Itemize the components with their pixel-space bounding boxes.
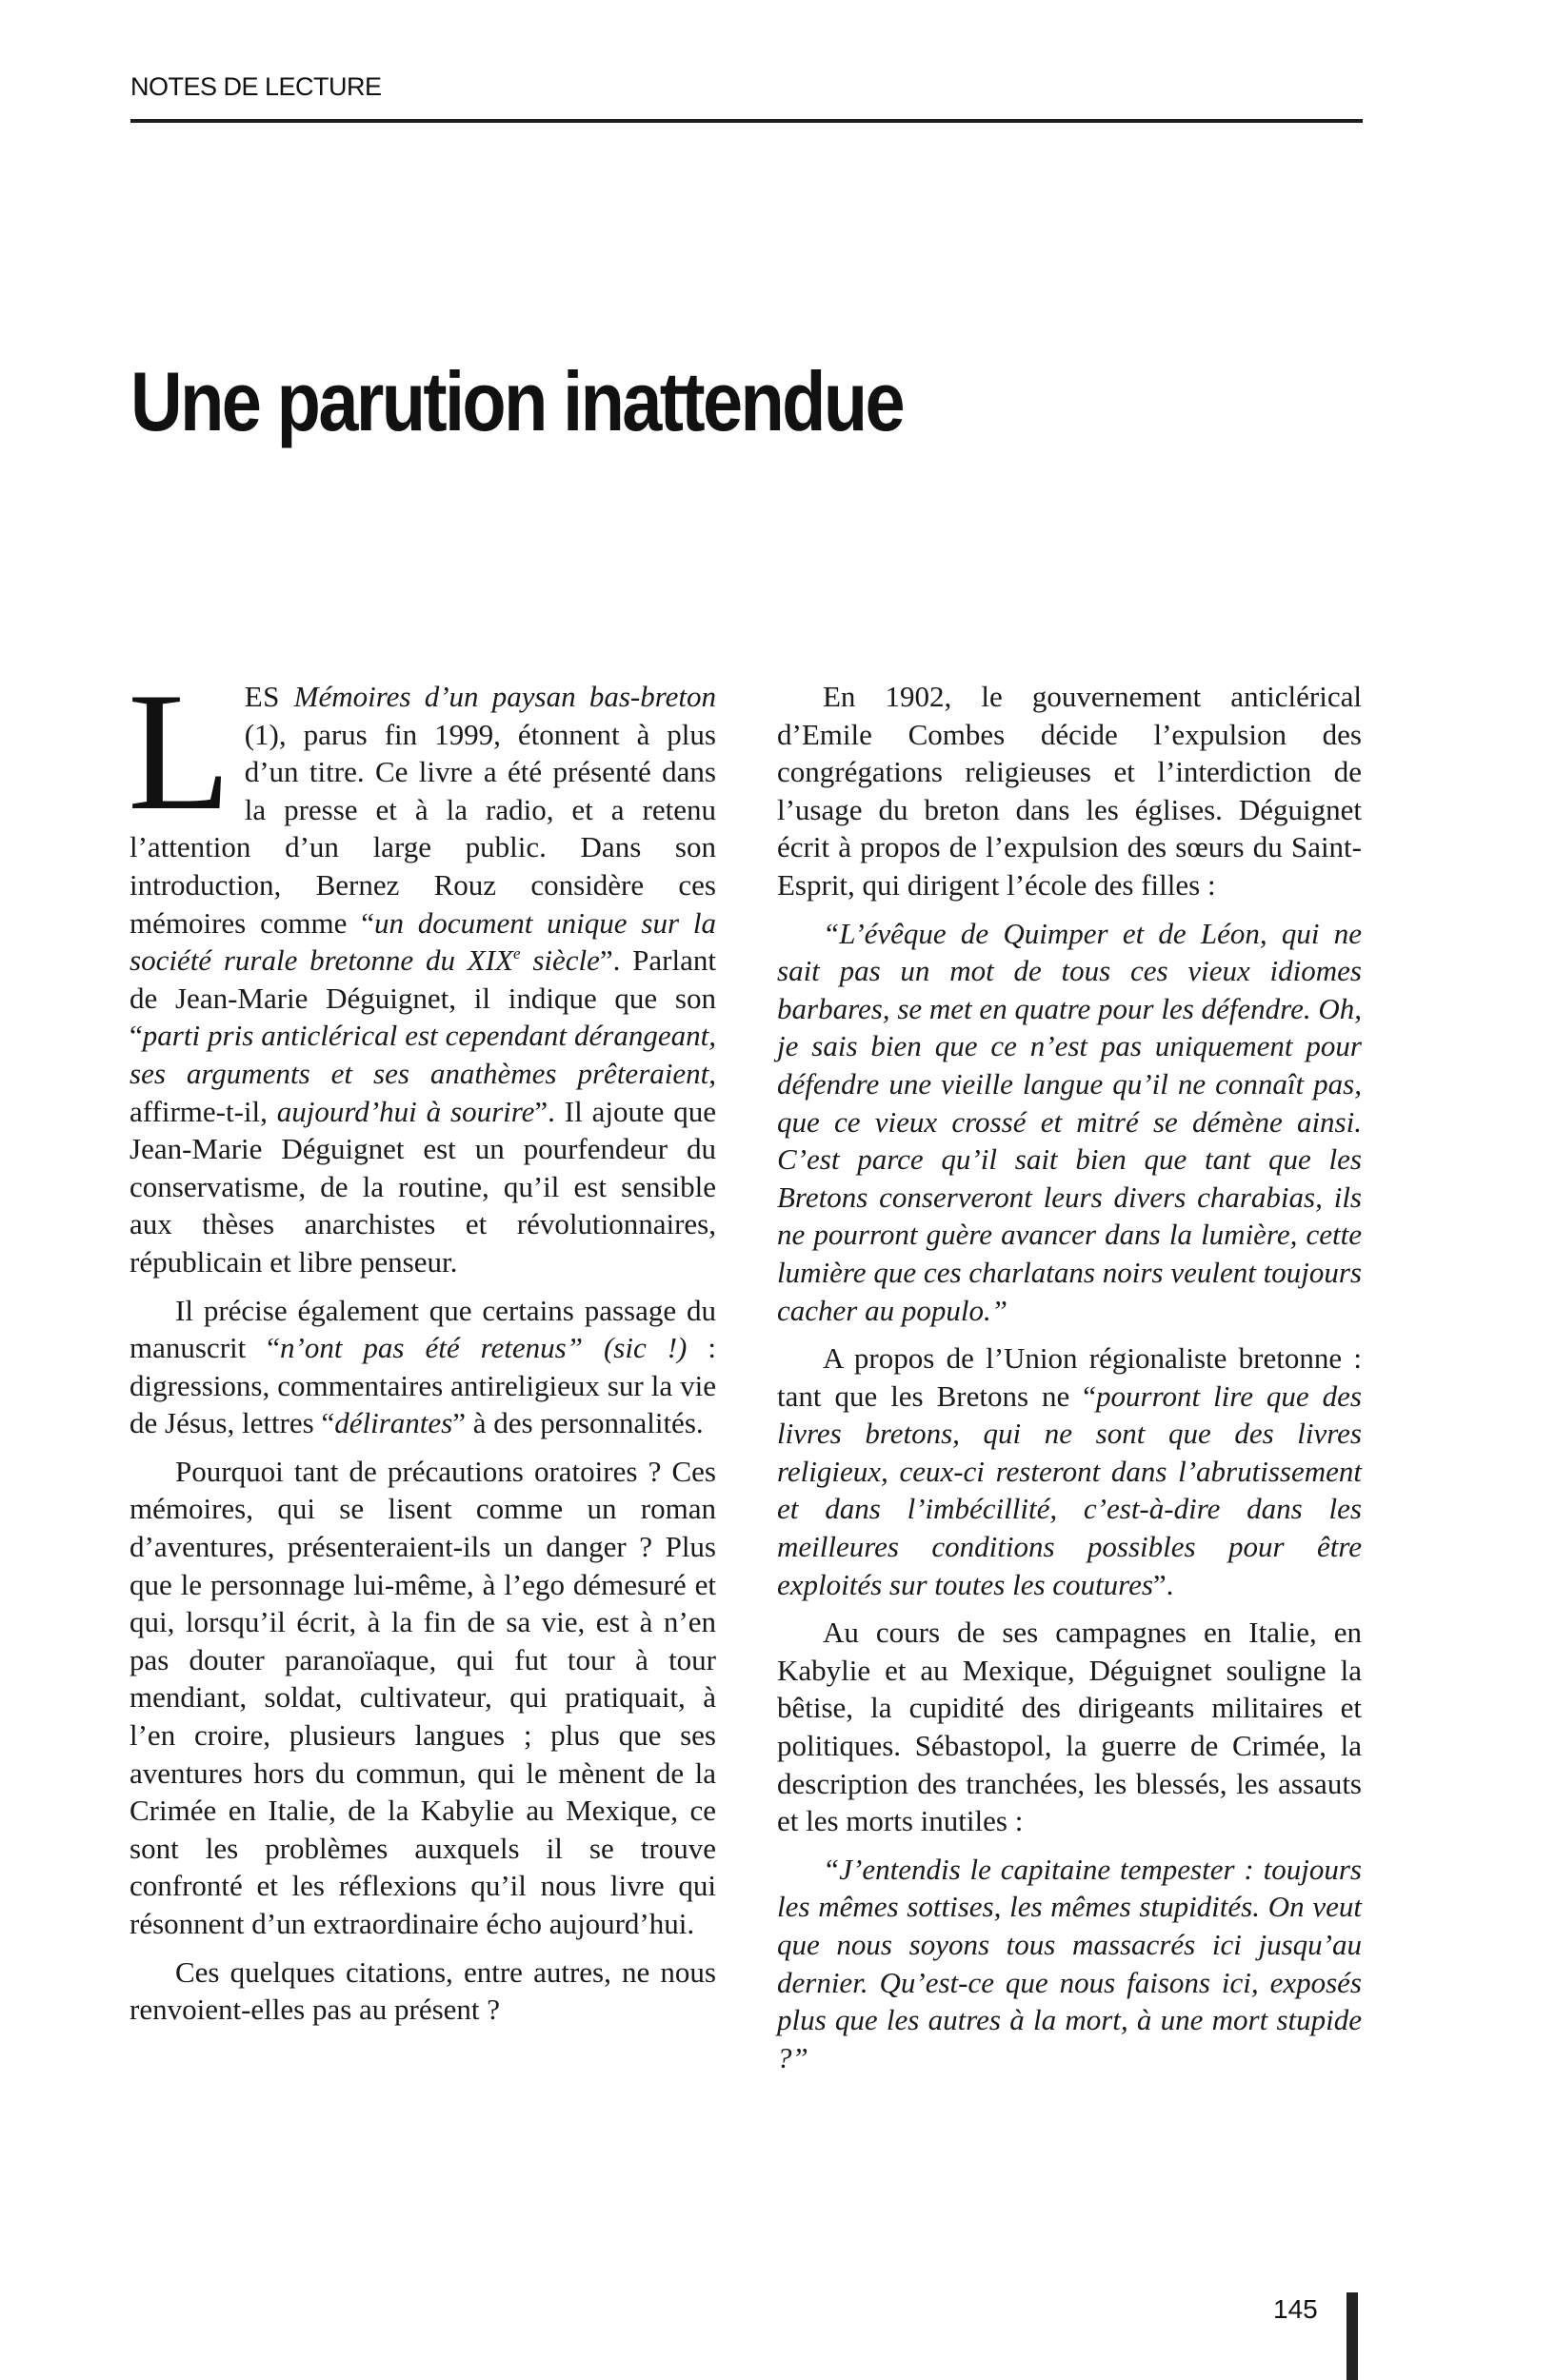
header-rule (130, 119, 1363, 123)
folio-bar (1347, 2292, 1358, 2380)
quote: délirantes (334, 1406, 453, 1440)
paragraph (777, 1339, 1362, 1603)
article-title: Une parution inattendue (130, 354, 903, 448)
text: ”. Il ajoute que Jean-Marie Déguignet est un pourfendeur du conservatisme, de la routine, qu’il est sensible aux thèses anarchistes et révolutionnaires, républicain et libre penseur. (130, 1094, 717, 1279)
text: Il précise également que certains passage du manuscrit “ (130, 1293, 716, 1365)
superscript: e (512, 944, 521, 963)
quote-text: “L’évêque de Quimper et de Léon, qui ne sait pas un mot de tous ces vieux idiomes barbares, se met en quatre pour les défendre. Oh, je sais bien que ce n’est pas uniquement pour défendre une vieille langue qu’il ne connaît pas, que ce vieux crossé et mitré se démène ainsi. C’est parce qu’il sait bien que tant que les Bretons conserveront leurs divers charabias, ils ne pourront guère avancer dans la lumière, cette lumière que ces charlatans noirs veulent toujours cacher au populo.” (777, 916, 1362, 1327)
paragraph: Au cours de ses campagnes en Italie, en Kabylie et au Mexique, Déguignet souligne la bêtise, la cupidité des dirigeants militaires et politiques. Sébastopol, la guerre de Crimée, la description des tranchées, les blessés, les assauts et les morts inutiles : (777, 1616, 1362, 1838)
block-quote (777, 915, 1362, 1330)
quote-text: “J’entendis le capitaine tempester : toujours les mêmes sottises, les mêmes stupidités. On veut que nous soyons tous massacrés ici jusqu’au dernier. Qu’est-ce que nous faisons ici, exposés plus que les autres à la mort, à une mort stupide ?” (777, 1852, 1362, 2074)
quote-text: siècle (520, 943, 600, 978)
text: : digressions, commentaires antireligieux sur la vie de Jésus, lettres “ (130, 1331, 716, 1440)
running-head: NOTES DE LECTURE (130, 72, 382, 101)
text: ”. (1152, 1567, 1174, 1601)
left-column (128, 657, 717, 2029)
book-title: Mémoires d’un paysan bas-breton (293, 680, 716, 713)
text: , affirme-t-il, (130, 1056, 716, 1128)
page-number: 145 (1273, 2294, 1318, 2324)
quote: n’ont pas été retenus” (sic !) (280, 1331, 688, 1365)
paragraph-intro (128, 657, 717, 1281)
text: A propos de l’Union régionaliste bretonne : tant que les Bretons ne “ (777, 1341, 1362, 1413)
quote-text: un document unique sur la société rurale bretonne du XIX (130, 905, 716, 978)
quote: pourront lire que des livres bretons, qui ne sont que des livres religieux, ceux-ci resteront dans l’abrutissement et dans l’imbécillité, c’est-à-dire dans les meilleures conditions possibles pour être exploités sur toutes les coutures (777, 1378, 1362, 1601)
text: (1), parus fin 1999, étonnent à plus d’un titre. Ce livre a été présenté dans la presse et à la radio, et a retenu l’attention d’un large public. Dans son introduction, Bernez Rouz considère ces mémoires comme “ (130, 717, 716, 940)
drop-cap: L (128, 657, 231, 845)
paragraph (130, 1292, 716, 1442)
text: ES (244, 680, 294, 713)
text: ”. Parlant de Jean-Marie Déguignet, il indique que son “ (130, 943, 716, 1053)
paragraph: En 1902, le gouvernement anticlérical d’Emile Combes décide l’expulsion des congrégations religieuses et l’interdiction de l’usage du breton dans les églises. Déguignet écrit à propos de l’expulsion des sœurs du Saint-Esprit, qui dirigent l’école des filles : (777, 680, 1362, 902)
paragraph: Ces quelques citations, entre autres, ne nous renvoient-elles pas au présent ? (130, 1954, 716, 2027)
paragraph: Pourquoi tant de précautions oratoires ? Ces mémoires, qui se lisent comme un roman d’aventures, présenteraient-ils un danger ? Plus que le personnage lui-même, à l’ego démesuré et qui, lorsqu’il écrit, à la fin de sa vie, est à n’en pas douter paranoïaque, qui fut tour à tour mendiant, soldat, cultivateur, qui pratiquait, à l’en croire, plusieurs langues ; plus que ses aventures hors du commun, qui le mènent de la Crimée en Italie, de la Kabylie au Mexique, ce sont les problèmes auxquels il se trouve confronté et les réflexions qu’il nous livre qui résonnent d’un extraordinaire écho aujourd’hui. (130, 1454, 716, 1940)
text: ” à des personnalités. (452, 1406, 704, 1440)
quote: parti pris anticlérical est cependant dérangeant, ses arguments et ses anathèmes prêteraient (130, 1019, 716, 1090)
right-column (777, 678, 1362, 2076)
quote: aujourd’hui à sourire (276, 1094, 535, 1128)
block-quote (777, 1851, 1362, 2077)
